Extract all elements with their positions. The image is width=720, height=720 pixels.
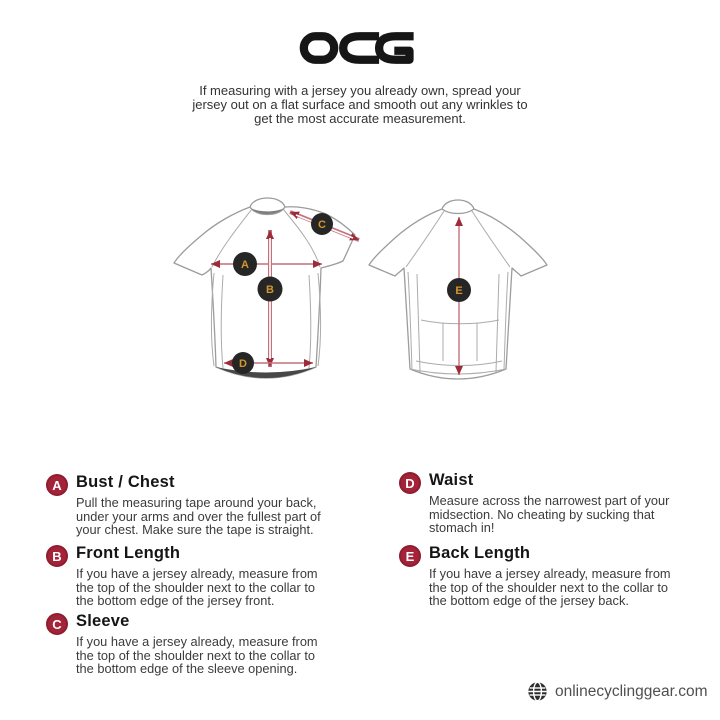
section-text-line: the top of the shoulder next to the collar to <box>76 579 316 595</box>
marker-d-letter: D <box>239 358 247 370</box>
section-badge-c: C <box>46 613 68 635</box>
section-badge-b: B <box>46 545 68 567</box>
marker-e-letter: E <box>455 285 463 297</box>
front-jersey-diagram <box>150 175 380 390</box>
section-text-line: Pull the measuring tape around your back, <box>76 495 317 510</box>
section-text-line: the top of the shoulder next to the collar to <box>429 579 669 595</box>
marker-c-letter: C <box>318 219 326 231</box>
section-sleeve <box>46 612 318 676</box>
section-text-line: under your arms and over the fullest part of <box>76 508 321 524</box>
intro-line: get the most accurate measurement. <box>254 110 466 126</box>
section-text-line: your chest. Make sure the tape is straight. <box>76 522 314 537</box>
footer <box>527 681 708 702</box>
section-text-line: the bottom edge of the jersey back. <box>429 593 629 608</box>
intro-text <box>160 84 560 126</box>
section-text-line: If you have a jersey already, measure from <box>76 634 318 649</box>
section-front-length <box>46 544 318 608</box>
back-jersey-diagram <box>360 175 565 390</box>
section-text-line: the bottom edge of the jersey front. <box>76 593 275 608</box>
section-badge-a: A <box>46 474 68 496</box>
section-text-line: If you have a jersey already, measure from <box>429 566 671 581</box>
intro-line: jersey out on a flat surface and smooth out any wrinkles to <box>192 96 528 112</box>
section-title: Front Length <box>76 544 181 562</box>
section-waist <box>399 471 669 535</box>
section-bust-chest <box>46 473 321 537</box>
section-text-line: midsection. No cheating by sucking that <box>429 506 655 522</box>
section-text-line: Measure across the narrowest part of your <box>429 493 670 508</box>
marker-a-letter: A <box>241 259 249 271</box>
intro-line: If measuring with a jersey you already own, spread your <box>199 83 521 98</box>
section-badge-e: E <box>399 545 421 567</box>
marker-b-letter: B <box>266 284 274 296</box>
section-back-length <box>399 544 671 608</box>
section-text-line: the top of the shoulder next to the collar to <box>76 647 316 663</box>
section-title: Back Length <box>429 544 531 562</box>
section-text-line: If you have a jersey already, measure from <box>76 566 318 581</box>
section-title: Bust / Chest <box>76 473 175 491</box>
ocg-logo <box>299 31 415 65</box>
section-badge-d: D <box>399 472 421 494</box>
section-title: Waist <box>429 471 474 489</box>
footer-website: onlinecyclinggear.com <box>555 682 708 700</box>
section-text-line: the bottom edge of the sleeve opening. <box>76 661 298 676</box>
logo-letter-o <box>304 36 334 59</box>
section-title: Sleeve <box>76 612 130 630</box>
logo-letter-g <box>379 36 414 59</box>
globe-icon <box>527 681 548 702</box>
section-text-line: stomach in! <box>429 520 495 535</box>
logo-letter-c <box>343 36 379 59</box>
